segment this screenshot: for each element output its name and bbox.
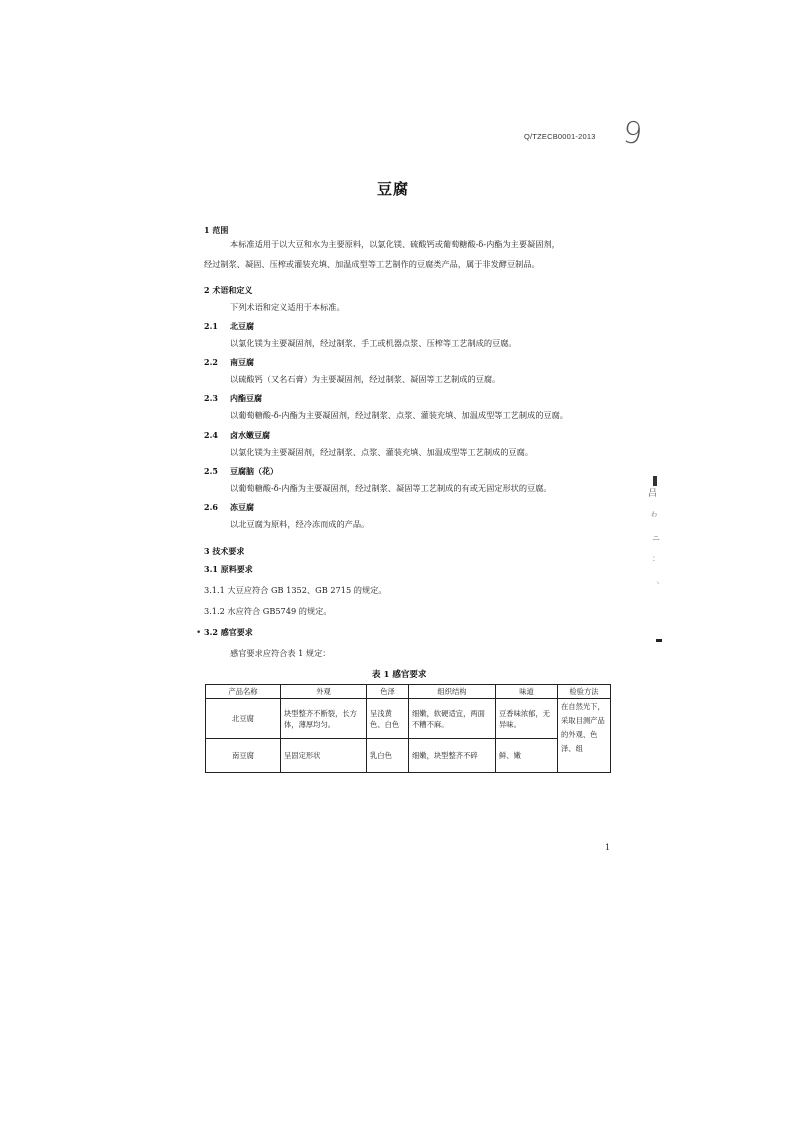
handwritten-page-mark: 9 [620,114,645,153]
table-cell: 北豆腐 [206,699,281,739]
section-2-intro: 下列术语和定义适用于本标准。 [230,302,345,312]
table-cell: 细嫩，软硬适宜，两面不糟不麻。 [409,699,496,739]
margin-scan-mark: ヽ [654,579,661,587]
margin-bullet: • [196,628,202,638]
term-2-2-heading: 2.2 南豆腐 [204,357,254,367]
section-3-2-heading: 3.2 感官要求 [204,627,253,637]
section-1-paragraph-line-1: 本标准适用于以大豆和水为主要原料，以氯化镁、硫酸钙或葡萄糖酸-δ-内酯为主要凝固剂， [230,239,560,249]
term-2-5-definition: 以葡萄糖酸-δ-内酯为主要凝固剂，经过制浆、凝固等工艺制成的有或无固定形状的豆腐。 [230,483,552,493]
table-cell: 豆香味浓郁，无异味。 [496,699,558,739]
table-header-cell: 组织结构 [409,685,496,699]
section-3-1-heading: 3.1 原料要求 [204,564,253,574]
margin-scan-mark: ： [652,554,660,563]
term-2-3-heading: 2.3 内酯豆腐 [204,393,262,403]
term-2-2-definition: 以硫酸钙（又名石膏）为主要凝固剂，经过制浆、凝固等工艺制成的豆腐。 [230,374,501,384]
term-2-6-heading: 2.6 冻豆腐 [204,502,254,512]
margin-scan-mark: ゎ [650,509,658,518]
clause-3-1-2: 3.1.2 水应符合 GB5749 的规定。 [204,606,332,616]
margin-scan-mark: 吕 [648,489,658,499]
section-3-2-intro: 感官要求应符合表 1 规定： [230,648,331,658]
standard-code: Q/TZECB0001-2013 [524,132,596,141]
term-2-1-heading: 2.1 北豆腐 [204,321,254,331]
table-cell: 呈固定形状 [281,739,367,773]
clause-3-1-1: 3.1.1 大豆应符合 GB 1352、GB 2715 的规定。 [204,585,387,595]
margin-scan-mark: ニ [652,534,660,543]
term-2-6-definition: 以北豆腐为原料，经冷冻而成的产品。 [230,519,370,529]
section-1-paragraph-line-2: 经过制浆、凝固、压榨或灌装充填、加温成型等工艺制作的豆腐类产品，属于非发酵豆制品。 [204,259,540,269]
table-header-row [206,685,611,699]
table-cell: 细嫩，块型整齐不碎 [409,739,496,773]
table-header-cell: 味道 [496,685,558,699]
table-1-title: 表 1 感官要求 [372,670,427,680]
page-number: 1 [605,843,611,852]
table-cell: 南豆腐 [206,739,281,773]
table-row [206,699,611,739]
term-2-1-definition: 以氯化镁为主要凝固剂，经过制浆、手工或机器点浆、压榨等工艺制成的豆腐。 [230,338,517,348]
table-row [206,739,611,773]
term-2-4-heading: 2.4 卤水嫩豆腐 [204,430,270,440]
table-header-cell: 外观 [281,685,367,699]
table-cell: 鲜、嫩 [496,739,558,773]
table-header-cell: 色泽 [367,685,409,699]
section-1-heading: 1 范围 [204,225,229,235]
page-title: 豆腐 [377,180,410,198]
table-cell: 块型整齐不断裂，长方体，薄厚均匀。 [281,699,367,739]
table-cell: 乳白色 [367,739,409,773]
table-cell: 呈浅黄色、白色 [367,699,409,739]
section-3-heading: 3 技术要求 [204,546,245,556]
margin-bar-mark [653,476,657,486]
sensory-requirements-table [205,684,611,773]
margin-dash-mark [656,639,662,642]
table-header-cell: 产品名称 [206,685,281,699]
table-header-cell: 检验方法 [558,685,611,699]
term-2-4-definition: 以氯化镁为主要凝固剂，经过制浆、点浆、灌装充填、加温成型等工艺制成的豆腐。 [230,447,533,457]
term-2-3-definition: 以葡萄糖酸-δ-内酯为主要凝固剂，经过制浆、点浆、灌装充填、加温成型等工艺制成的豆腐。 [230,410,568,420]
term-2-5-heading: 2.5 豆腐脑（花） [204,466,278,476]
table-cell-method: 在自然光下，采取目测产品的外观、色泽、组 [558,699,611,773]
section-2-heading: 2 术语和定义 [204,285,253,295]
